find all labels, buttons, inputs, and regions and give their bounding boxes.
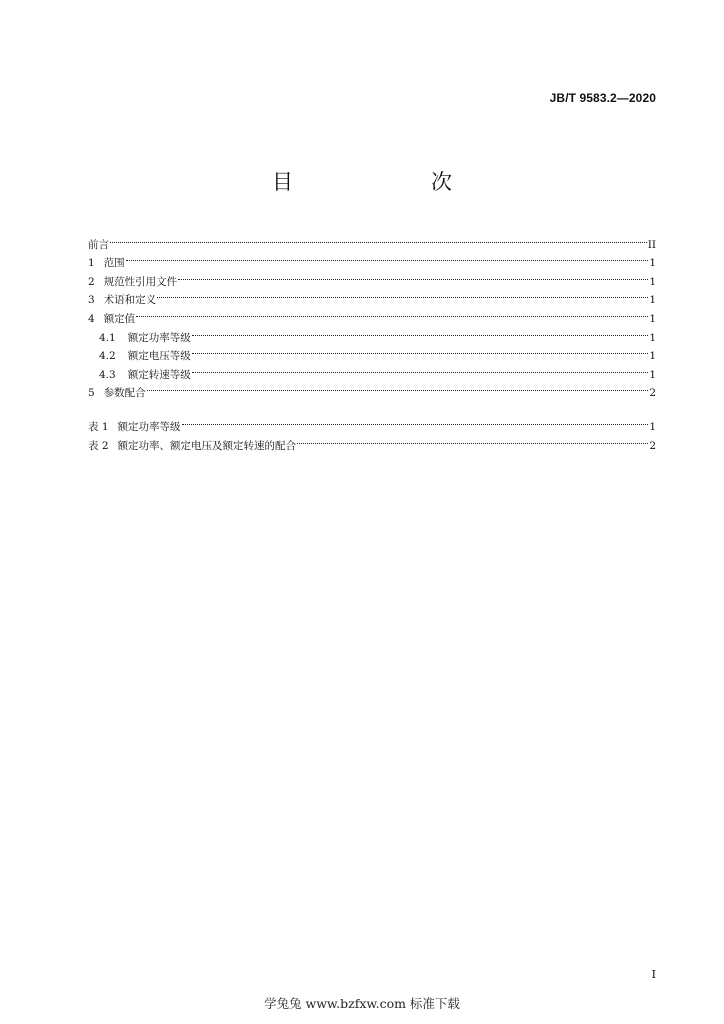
toc-entry-ratings[interactable] — [88, 303, 656, 325]
standard-code: JB/T 9583.2—2020 — [549, 91, 656, 105]
dot-leader — [192, 359, 649, 378]
toc-entry-page: 1 — [649, 420, 656, 433]
dot-leader — [297, 430, 648, 449]
toc-entry-number: 表 1 — [88, 420, 109, 433]
toc-entry-number: 4 — [88, 312, 95, 325]
toc-entry-number: 4.3 — [99, 368, 116, 381]
toc-entry-page: 1 — [649, 312, 656, 325]
toc-entry-label: 额定功率等级 — [127, 331, 191, 344]
toc-entry-label: 额定转速等级 — [127, 368, 191, 381]
toc-entry-table-1[interactable] — [88, 411, 656, 433]
toc-entry-label: 术语和定义 — [103, 294, 157, 307]
toc-entry-scope[interactable] — [88, 248, 656, 270]
toc-entry-page: 1 — [649, 257, 656, 270]
toc-entry-label: 规范性引用文件 — [103, 275, 178, 288]
page-number: I — [651, 968, 656, 981]
dot-leader — [110, 229, 647, 248]
toc-entry-number: 2 — [88, 275, 95, 288]
dot-leader — [192, 322, 649, 341]
toc-entry-page: 2 — [649, 439, 656, 452]
toc-entry-number: 表 2 — [88, 439, 109, 452]
dot-leader — [136, 303, 648, 322]
toc-entry-page: 2 — [649, 387, 656, 400]
watermark-footer: 学兔兔 www.bzfxw.com 标准下载 — [264, 996, 460, 1011]
toc-entry-page: II — [647, 238, 656, 251]
toc-entry-label: 范围 — [103, 257, 125, 270]
toc-entry-page: 1 — [649, 331, 656, 344]
toc-entry-number: 4.2 — [99, 350, 116, 363]
toc-entry-parameter-coordination[interactable] — [88, 378, 656, 400]
toc-entry-label: 额定功率等级 — [117, 420, 181, 433]
toc-entry-page: 1 — [649, 350, 656, 363]
toc-entry-terms-definitions[interactable] — [88, 285, 656, 307]
toc-entry-foreword[interactable] — [88, 229, 656, 251]
dot-leader — [182, 411, 649, 430]
toc-entry-label: 额定功率、额定电压及额定转速的配合 — [117, 439, 297, 452]
toc-entry-label: 额定电压等级 — [127, 350, 191, 363]
toc-entry-rated-power-levels[interactable] — [88, 322, 656, 344]
dot-leader — [147, 378, 649, 397]
toc-entry-page: 1 — [649, 275, 656, 288]
toc-entry-label: 前言 — [88, 238, 109, 251]
dot-leader — [126, 248, 649, 267]
toc-entry-number: 4.1 — [99, 331, 116, 344]
dot-leader — [157, 285, 648, 304]
toc-entry-page: 1 — [649, 368, 656, 381]
toc-entry-page: 1 — [649, 294, 656, 307]
toc-entry-label: 参数配合 — [103, 387, 146, 400]
toc-entry-number: 5 — [88, 387, 95, 400]
dot-leader — [192, 341, 649, 360]
toc-title: 目 次 — [272, 170, 484, 194]
dot-leader — [178, 266, 648, 285]
toc-entry-label: 额定值 — [103, 312, 136, 325]
toc-entry-number: 3 — [88, 294, 95, 307]
toc-entry-normative-references[interactable] — [88, 266, 656, 288]
toc-entry-number: 1 — [88, 257, 95, 270]
table-of-contents — [88, 229, 656, 452]
